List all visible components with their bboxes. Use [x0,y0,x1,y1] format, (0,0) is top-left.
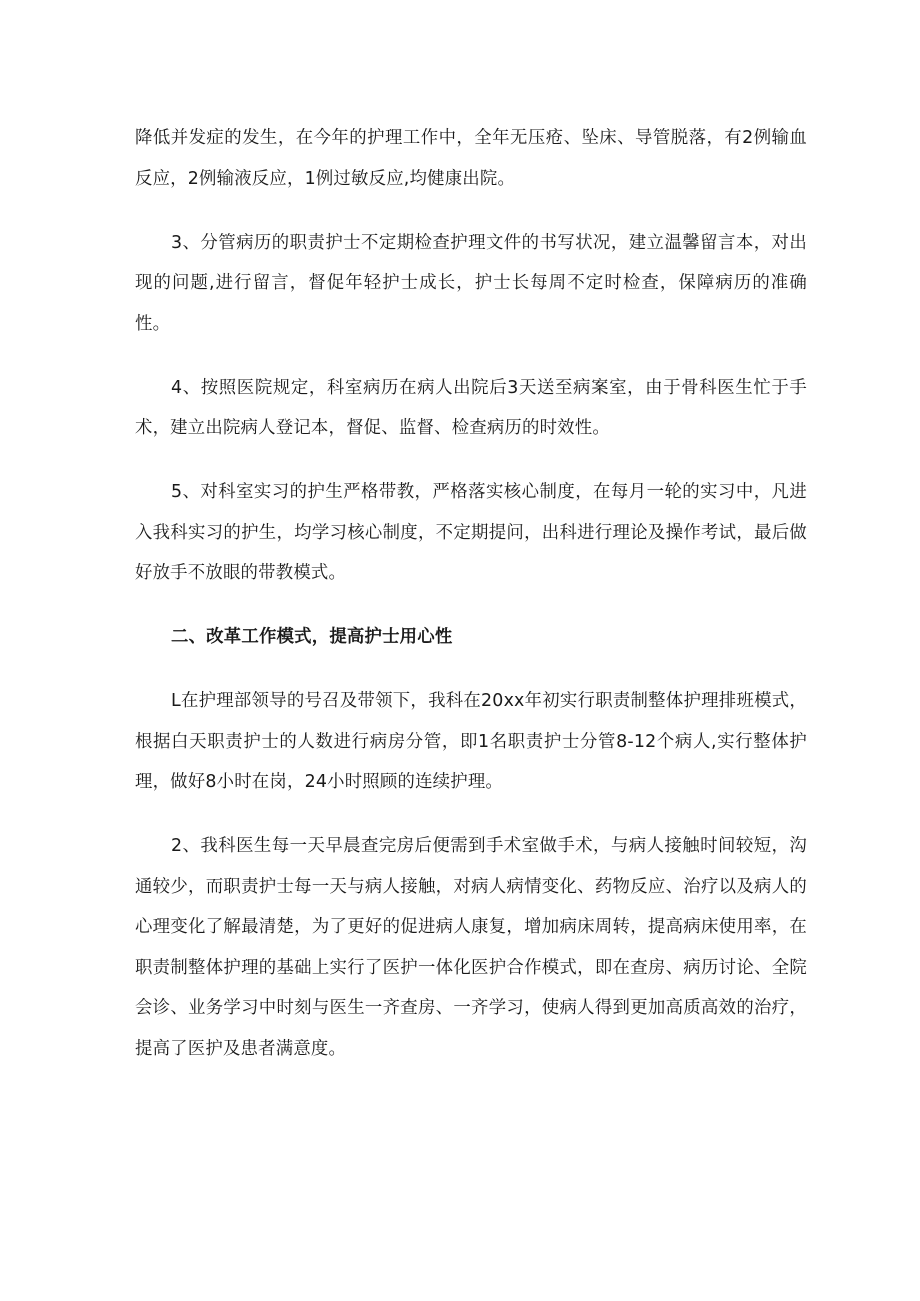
paragraph-continuation: 降低并发症的发生，在今年的护理工作中，全年无压疮、坠床、导管脱落，有2例输血反应，2例输液反应，1例过敏反应,均健康出院。 [135,128,807,189]
section-heading: 二、改革工作模式，提高护士用心性 [171,627,453,647]
paragraph-item-4: 4、按照医院规定，科室病历在病人出院后3天送至病案室，由于骨科医生忙于手术，建立出院病人登记本，督促、监督、检查病历的时效性。 [135,377,807,438]
paragraph-item-3: 3、分管病历的职责护士不定期检查护理文件的书写状况，建立温馨留言本，对出现的问题,进行留言，督促年轻护士成长，护士长每周不定时检查，保障病历的准确性。 [135,232,807,334]
paragraph-item-2: 2、我科医生每一天早晨查完房后便需到手术室做手术，与病人接触时间较短，沟通较少，而职责护士每一天与病人接触，对病人病情变化、药物反应、治疗以及病人的心理变化了解最清楚，为了更好的促进病人康复，增加病床周转，提高病床使用率，在职责制整体护理的基础上实行了医护一体化医护合作模式，即在查房、病历讨论、全院会诊、业务学习中时刻与医生一齐查房、一齐学习，使病人得到更加高质高效的治疗，提高了医护及患者满意度。 [135,836,807,1059]
document-body [135,118,807,1093]
paragraph-item-1: L在护理部领导的号召及带领下，我科在20xx年初实行职责制整体护理排班模式，根据白天职责护士的人数进行病房分管，即1名职责护士分管8-12个病人,实行整体护理，做好8小时在岗，24小时照顾的连续护理。 [135,691,807,792]
paragraph-item-5: 5、对科室实习的护生严格带教，严格落实核心制度，在每月一轮的实习中，凡进入我科实习的护生，均学习核心制度，不定期提问，出科进行理论及操作考试，最后做好放手不放眼的带教模式。 [135,482,807,583]
